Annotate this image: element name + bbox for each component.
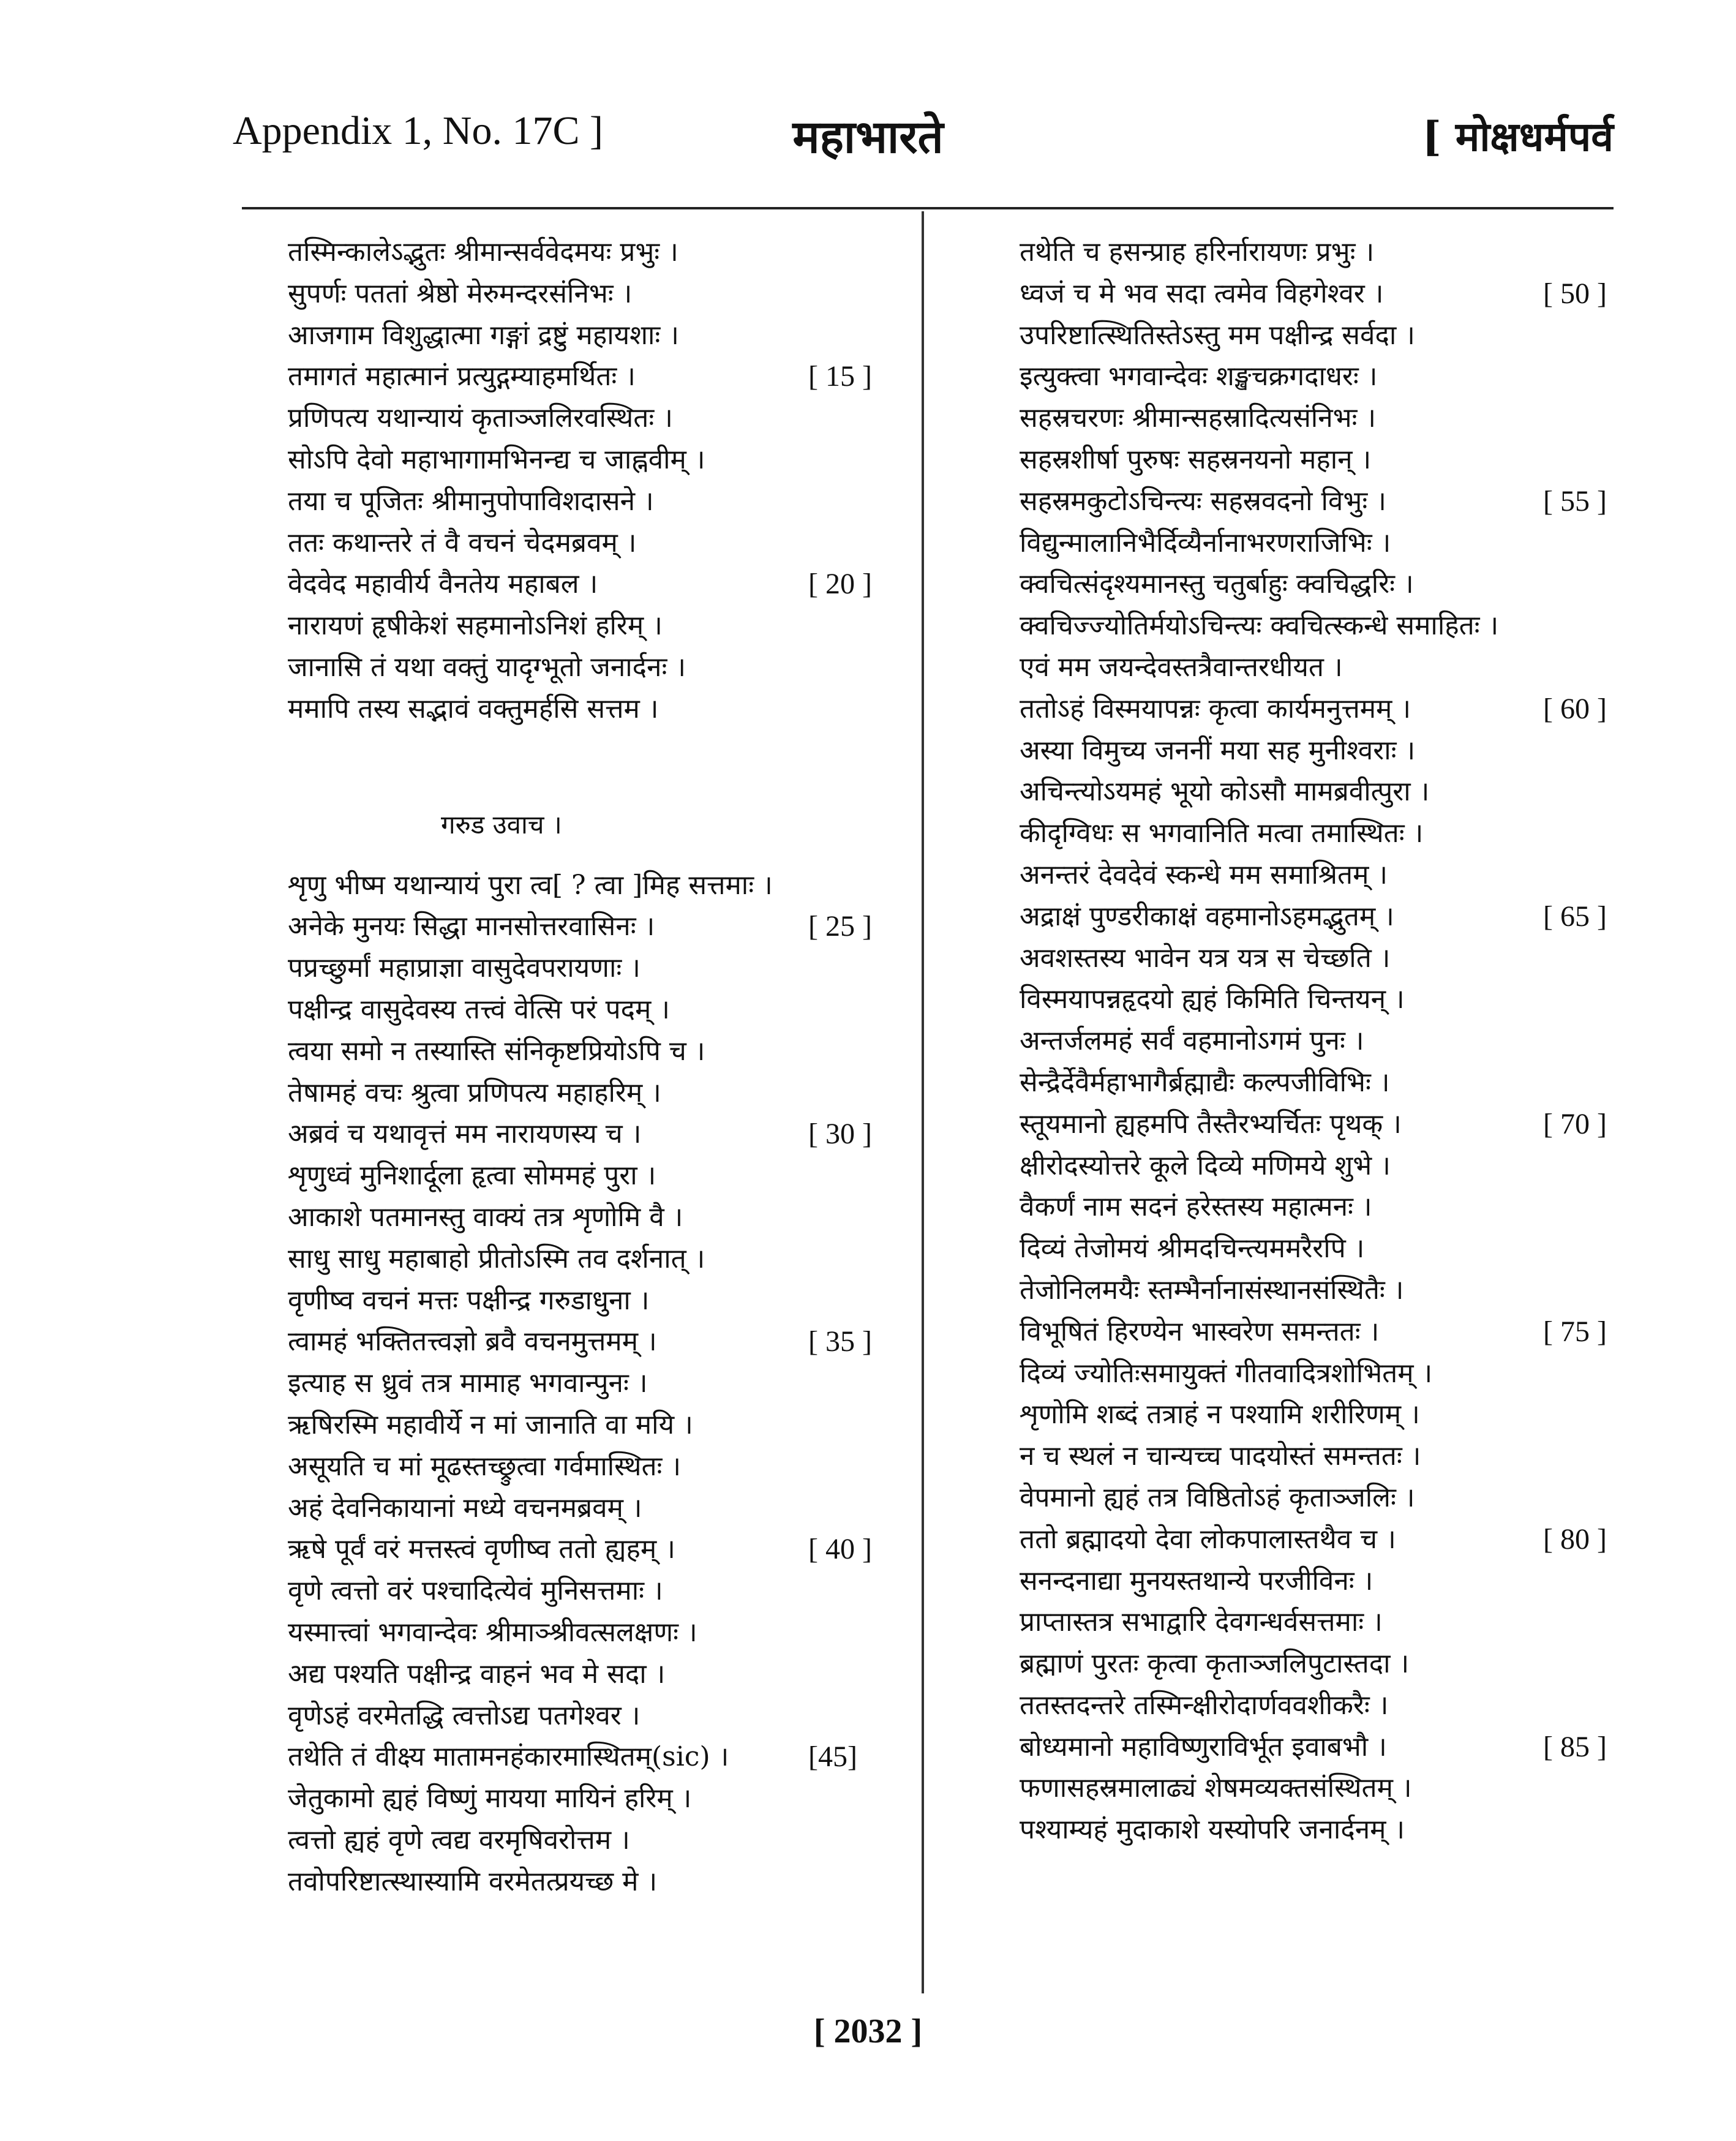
verse-text: विद्युन्मालानिभैर्दिव्यैर्नानाभरणराजिभिः । (1020, 527, 1391, 559)
page-number: [ 2032 ] (813, 2012, 923, 2050)
verse-line (288, 947, 906, 989)
verse-line (288, 522, 906, 564)
verse-line (1020, 1186, 1632, 1228)
verse-line (1020, 1809, 1632, 1851)
verse-line (288, 1819, 906, 1861)
verse-text: सहस्रचरणः श्रीमान्सहस्रादित्यसंनिभः । (1020, 402, 1377, 434)
verse-text: ऋषे पूर्वं वरं मत्तस्त्वं वृणीष्व ततो ह्यहम् । (288, 1533, 675, 1565)
verse-line (288, 605, 906, 647)
verse-line (288, 1113, 906, 1155)
verse-text: विस्मयापन्नहृदयो ह्यहं किमिति चिन्तयन् । (1020, 984, 1405, 1015)
verse-line (288, 1488, 906, 1529)
verse-text: क्षीरोदस्योत्तरे कूले दिव्ये मणिमये शुभे । (1020, 1150, 1391, 1181)
verse-line (1020, 1477, 1632, 1519)
verse-text: वेदवेद महावीर्य वैनतेय महाबल । (288, 568, 598, 600)
verse-line (288, 1363, 906, 1404)
verse-number: [ 35 ] (808, 1325, 872, 1358)
verse-number: [ 60 ] (1543, 692, 1607, 725)
verse-line (288, 231, 906, 273)
verse-line (1020, 730, 1632, 772)
verse-text: उपरिष्टात्स्थितिस्तेऽस्तु मम पक्षीन्द्र सर्वदा । (1020, 319, 1415, 351)
verse-text: अद्राक्षं पुण्डरीकाक्षं वहमानोऽहमद्भुतम् । (1020, 900, 1394, 932)
verse-line (1020, 1685, 1632, 1726)
verse-line (1020, 688, 1632, 730)
verse-text: दिव्यं तेजोमयं श्रीमदचिन्त्यममरैरपि । (1020, 1233, 1365, 1265)
verse-line (1020, 273, 1632, 315)
verse-line (1020, 1519, 1632, 1560)
verse-line (288, 1031, 906, 1072)
verse-text: अनेके मुनयः सिद्धा मानसोत्तरवासिनः । (288, 911, 655, 943)
verse-text: अचिन्त्योऽयमहं भूयो कोऽसौ मामब्रवीत्पुरा । (1020, 776, 1430, 808)
verse-text: वृणीष्व वचनं मत्तः पक्षीन्द्र गरुडाधुना । (288, 1284, 650, 1316)
verse-number: [ 85 ] (1543, 1730, 1607, 1763)
verse-text: कीदृग्विधः स भगवानिति मत्वा तमास्थितः । (1020, 818, 1424, 849)
verse-text: तथेति तं वीक्ष्य मातामनहंकारमास्थितम्(sic) । (288, 1741, 729, 1773)
verse-number: [ 80 ] (1543, 1522, 1607, 1556)
verse-line (288, 397, 906, 439)
verse-line (1020, 1726, 1632, 1768)
verse-line (1020, 522, 1632, 564)
verse-text: नारायणं हृषीकेशं सहमानोऽनिशं हरिम् । (288, 610, 663, 642)
verse-text: तेषामहं वचः श्रुत्वा प्रणिपत्य महाहरिम् । (288, 1077, 661, 1108)
header-rule (242, 207, 1614, 209)
verse-line (1020, 1601, 1632, 1643)
verse-number: [ 30 ] (808, 1118, 872, 1151)
verse-text: इत्याह स ध्रुवं तत्र मामाह भगवान्पुनः । (288, 1368, 648, 1399)
verse-text: ततोऽहं विस्मयापन्नः कृत्वा कार्यमनुत्तमम् । (1020, 693, 1411, 724)
verse-text: न च स्थलं न चान्यच्च पादयोस्तं समन्ततः । (1020, 1440, 1421, 1472)
verse-text: वैकर्णं नाम सदनं हरेस्तस्य महात्मनः । (1020, 1191, 1372, 1223)
speaker-heading-label: गरुड उवाच । (441, 809, 562, 840)
verse-text: दिव्यं ज्योतिःसमायुक्तं गीतवादित्रशोभितम् । (1020, 1357, 1433, 1389)
verse-line (288, 439, 906, 481)
verse-line (1020, 979, 1632, 1020)
left-column (288, 231, 906, 1902)
verse-line (1020, 439, 1632, 481)
verse-text: त्वामहं भक्तितत्त्वज्ञो ब्रवै वचनमुत्तमम् । (288, 1326, 657, 1358)
section-title: [ मोक्षधर्मपर्व (1422, 113, 1614, 160)
verse-text: तवोपरिष्टात्स्थास्यामि वरमेतत्प्रयच्छ मे । (288, 1865, 658, 1897)
verse-number: [ 70 ] (1543, 1107, 1607, 1140)
page-header (0, 0, 1736, 208)
verse-text: सोऽपि देवो महाभागामभिनन्द्य च जाह्नवीम् । (288, 443, 705, 475)
verse-text: आजगाम विशुद्धात्मा गङ्गां द्रष्टुं महायशाः । (288, 319, 679, 351)
verse-line (1020, 1643, 1632, 1685)
verse-text: ततस्तदन्तरे तस्मिन्क्षीरोदार्णववशीकरैः । (1020, 1689, 1389, 1721)
verse-line (1020, 813, 1632, 854)
verse-line (1020, 854, 1632, 896)
verse-text: एवं मम जयन्देवस्तत्रैवान्तरधीयत । (1020, 651, 1343, 683)
verse-line (288, 1072, 906, 1114)
verse-text: त्वत्तो ह्यहं वृणे त्वद्य वरमृषिवरोत्तम । (288, 1824, 630, 1856)
verse-line (1020, 356, 1632, 397)
verse-text: अन्तर्जलमहं सर्वं वहमानोऽगमं पुनः । (1020, 1025, 1364, 1057)
verse-line (288, 1654, 906, 1695)
appendix-reference: Appendix 1, No. 17C ] (233, 108, 603, 153)
verse-line (1020, 647, 1632, 688)
verse-text: इत्युक्त्वा भगवान्देवः शङ्खचक्रगदाधरः । (1020, 361, 1378, 393)
verse-line (1020, 1062, 1632, 1104)
verse-line (288, 1197, 906, 1238)
verse-line (288, 1570, 906, 1612)
verse-line (288, 1238, 906, 1280)
verse-line (1020, 315, 1632, 356)
verse-text: जानासि तं यथा वक्तुं यादृग्भूतो जनार्दनः । (288, 651, 686, 683)
verse-text: पप्रच्छुर्मां महाप्राज्ञा वासुदेवपरायणाः । (288, 952, 641, 984)
verse-text: वृणे त्वत्तो वरं पश्चादित्येवं मुनिसत्तमाः । (288, 1575, 663, 1607)
verse-text: प्राप्तास्तत्र सभाद्वारि देवगन्धर्वसत्तमाः । (1020, 1606, 1383, 1638)
verse-line (1020, 1020, 1632, 1062)
verse-line (288, 563, 906, 605)
verse-text: तस्मिन्काले‍ऽद्भुतः श्रीमान्सर्ववेदमयः प्रभुः । (288, 236, 678, 268)
verse-line (1020, 1311, 1632, 1353)
verse-text: सहस्रमकुटोऽचिन्त्यः सहस्रवदनो विभुः । (1020, 485, 1386, 517)
verse-line (1020, 896, 1632, 938)
verse-line (288, 1155, 906, 1197)
verse-number: [ 15 ] (808, 360, 872, 393)
verse-line (1020, 1353, 1632, 1394)
verse-number: [ 25 ] (808, 910, 872, 943)
verse-text: यस्मात्त्वां भगवान्देवः श्रीमाञ्श्रीवत्सलक्षणः । (288, 1616, 697, 1648)
running-title: महाभारते (792, 111, 944, 164)
verse-text: शृणु भीष्म यथान्यायं पुरा त्व[ ? त्वा ]मिह सत्तमाः । (288, 869, 773, 901)
verse-line (288, 1861, 906, 1903)
verse-line (1020, 231, 1632, 273)
verse-line (1020, 481, 1632, 522)
verse-text: तेजोनिलमयैः स्तम्भैर्नानासंस्थानसंस्थितैः । (1020, 1274, 1404, 1306)
verse-number: [ 40 ] (808, 1533, 872, 1566)
verse-line (288, 481, 906, 522)
verse-line (288, 1695, 906, 1737)
verse-line (1020, 771, 1632, 813)
verse-text: अस्या विमुच्य जननीं मया सह मुनीश्वराः । (1020, 734, 1416, 766)
verse-text: बोध्यमानो महाविष्णुराविर्भूत इवाबभौ । (1020, 1731, 1387, 1763)
verse-line (288, 906, 906, 947)
verse-text: पक्षीन्द्र वासुदेवस्य तत्त्वं वेत्सि परं पदम् । (288, 993, 670, 1025)
verse-line (1020, 1560, 1632, 1602)
verse-line (288, 1778, 906, 1819)
verse-text: सेन्द्रैर्देवैर्महाभागैर्ब्रह्माद्यैः कल्पजीविभिः । (1020, 1066, 1390, 1098)
verse-line (288, 865, 906, 906)
verse-line (288, 1446, 906, 1488)
verse-line (288, 1404, 906, 1446)
verse-text: वृणेऽहं वरमेतद्धि त्वत्तोऽद्य पतगेश्वर । (288, 1699, 641, 1731)
verse-line (288, 989, 906, 1031)
speaker-heading (288, 730, 906, 865)
verse-text: क्वचित्संदृश्यमानस्तु चतुर्बाहुः क्वचिद्धरिः । (1020, 568, 1414, 600)
verse-line (288, 1736, 906, 1778)
verse-text: साधु साधु महाबाहो प्रीतोऽस्मि तव दर्शनात् । (288, 1243, 705, 1274)
verse-text: त्वया समो न तस्यास्ति संनिकृष्टप्रियोऽपि च । (288, 1035, 705, 1067)
verse-text: जेतुकामो ह्यहं विष्णुं मायया मायिनं हरिम् । (288, 1783, 692, 1815)
verse-number: [ 20 ] (808, 568, 872, 601)
verse-line (1020, 1767, 1632, 1809)
verse-line (1020, 1228, 1632, 1270)
verse-number: [ 55 ] (1543, 484, 1607, 517)
verse-text: ब्रह्माणं पुरतः कृत्वा कृताञ्जलिपुटास्तदा । (1020, 1648, 1410, 1680)
verse-text: सनन्दनाद्या मुनयस्तथान्ये परजीविनः । (1020, 1565, 1373, 1597)
verse-text: सहस्रशीर्षा पुरुषः सहस्रनयनो महान् । (1020, 443, 1372, 475)
verse-line (288, 647, 906, 688)
verse-text: तया च पूजितः श्रीमानुपोपाविशदासने । (288, 485, 654, 517)
verse-text: असूयति च मां मूढस्तच्छ्रुत्वा गर्वमास्थितः । (288, 1450, 682, 1482)
verse-text: ऋषिरस्मि महावीर्ये न मां जानाति वा मयि । (288, 1409, 693, 1440)
verse-text: अनन्तरं देवदेवं स्कन्धे मम समाश्रितम् । (1020, 859, 1388, 890)
verse-line (1020, 1270, 1632, 1311)
verse-line (288, 688, 906, 730)
verse-line (288, 315, 906, 356)
verse-line (1020, 1145, 1632, 1187)
verse-number: [ 65 ] (1543, 900, 1607, 933)
verse-text: ध्वजं च मे भव सदा त्वमेव विहगेश्वर । (1020, 277, 1384, 309)
verse-number: [ 50 ] (1543, 277, 1607, 310)
verse-text: आकाशे पतमानस्तु वाक्यं तत्र शृणोमि वै । (288, 1201, 683, 1233)
verse-text: अद्य पश्यति पक्षीन्द्र वाहनं भव मे सदा । (288, 1658, 666, 1690)
verse-line (1020, 605, 1632, 647)
verse-line (1020, 1394, 1632, 1435)
verse-line (288, 1321, 906, 1363)
verse-line (1020, 1104, 1632, 1145)
verse-line (1020, 563, 1632, 605)
verse-text: तमागतं महात्मानं प्रत्युद्गम्याहमर्थितः । (288, 361, 636, 393)
verse-line (1020, 397, 1632, 439)
verse-text: फणासहस्रमालाढ्यं शेषमव्यक्तसंस्थितम् । (1020, 1772, 1412, 1804)
verse-text: अवशस्तस्य भावेन यत्र यत्र स चेच्छति । (1020, 942, 1391, 974)
verse-line (288, 356, 906, 397)
verse-number: [ 75 ] (1543, 1315, 1607, 1348)
verse-text: विभूषितं हिरण्येन भास्वरेण समन्ततः । (1020, 1315, 1380, 1347)
verse-line (288, 1280, 906, 1322)
verse-text: शृणोमि शब्दं तत्राहं न पश्यामि शरीरिणम् । (1020, 1399, 1420, 1431)
column-divider (922, 211, 924, 1993)
verse-text: ततो ब्रह्मादयो देवा लोकपालास्तथैव च । (1020, 1523, 1396, 1555)
verse-text: अहं देवनिकायानां मध्ये वचनमब्रवम् । (288, 1492, 642, 1524)
verse-number: [45] (808, 1740, 857, 1774)
verse-line (288, 273, 906, 315)
verse-line (288, 1612, 906, 1654)
verse-text: अब्रवं च यथावृत्तं मम नारायणस्य च । (288, 1118, 642, 1150)
verse-text: क्वचिज्ज्योतिर्मयोऽचिन्त्यः क्वचित्स्कन्धे समाहितः । (1020, 610, 1499, 642)
verse-text: प्रणिपत्य यथान्यायं कृताञ्जलिरवस्थितः । (288, 402, 673, 434)
verse-line (288, 1529, 906, 1570)
verse-text: पश्याम्यहं मुदाकाशे यस्योपरि जनार्दनम् । (1020, 1814, 1405, 1846)
verse-text: वेपमानो ह्यहं तत्र विष्ठितोऽहं कृताञ्जलिः । (1020, 1481, 1415, 1513)
verse-text: ममापि तस्य सद्भावं वक्तुमर्हसि सत्तम । (288, 693, 659, 724)
verse-text: स्तूयमानो ह्यहमपि तैस्तैरभ्यर्चितः पृथक् । (1020, 1108, 1402, 1140)
right-column (1020, 231, 1632, 1851)
verse-line (1020, 1435, 1632, 1477)
verse-text: सुपर्णः पततां श्रेष्ठो मेरुमन्दरसंनिभः । (288, 277, 633, 309)
verse-text: शृणुध्वं मुनिशार्दूला हृत्वा सोममहं पुरा । (288, 1160, 656, 1192)
verse-text: तथेति च हसन्प्राह हरिर्नारायणः प्रभुः । (1020, 236, 1375, 268)
verse-text: ततः कथान्तरे तं वै वचनं चेदमब्रवम् । (288, 527, 637, 559)
verse-line (1020, 938, 1632, 979)
